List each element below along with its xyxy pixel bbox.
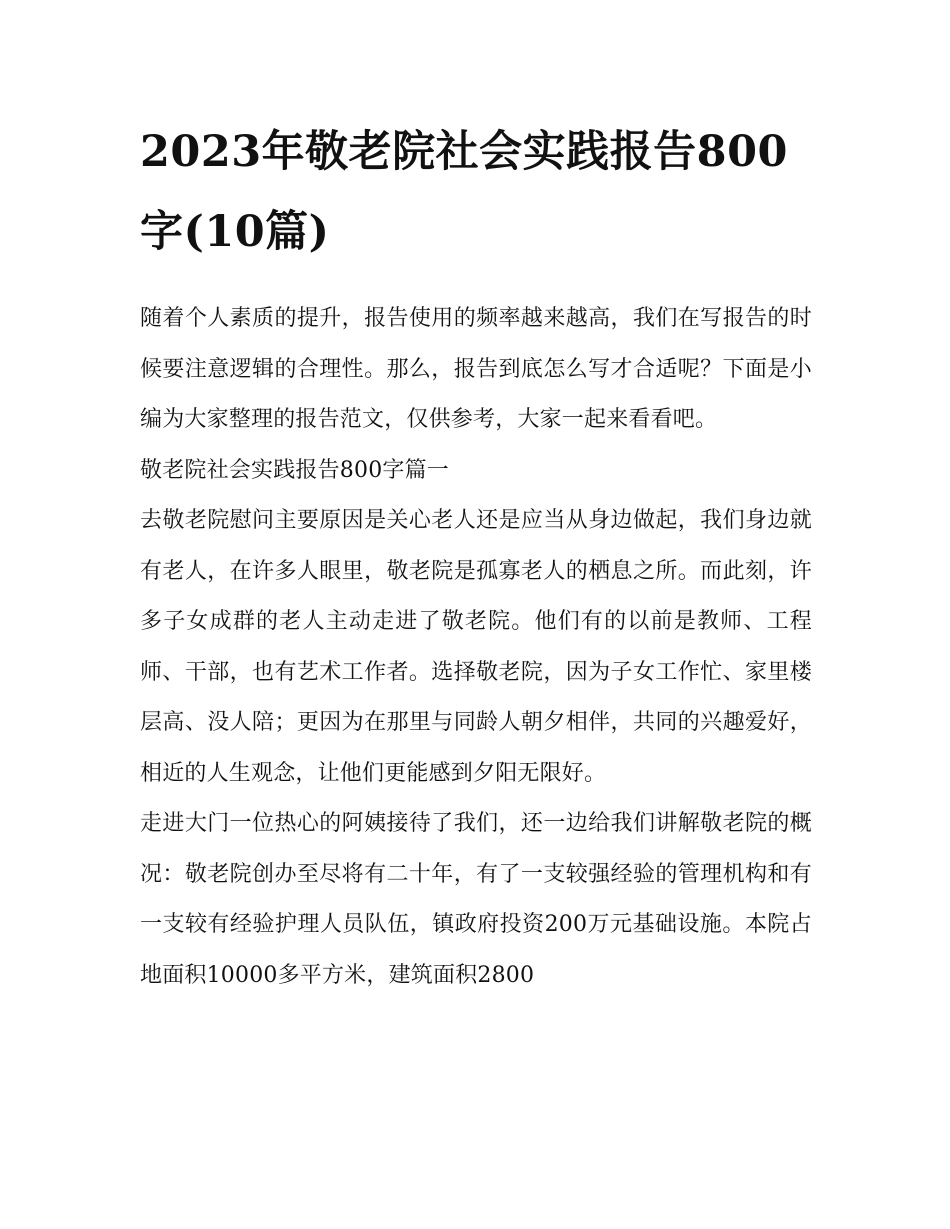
body-paragraph: 走进大门一位热心的阿姨接待了我们，还一边给我们讲解敬老院的概况：敬老院创办至尽将有二十年，有了一支较强经验的管理机构和有一支较有经验护理人员队伍，镇政府投资200万元基础设施。本院占地面积10000多平方米，建筑面积2800 [140, 811, 812, 988]
document-title: 2023年敬老院社会实践报告800字(10篇) [140, 127, 788, 257]
section-heading: 敬老院社会实践报告800字篇一 [140, 457, 449, 483]
document-page [140, 112, 812, 1001]
intro-paragraph: 随着个人素质的提升，报告使用的频率越来越高，我们在写报告的时候要注意逻辑的合理性。那么，报告到底怎么写才合适呢？下面是小编为大家整理的报告范文，仅供参考，大家一起来看看吧。 [140, 306, 812, 432]
body-paragraph: 去敬老院慰问主要原因是关心老人还是应当从身边做起，我们身边就有老人，在许多人眼里，敬老院是孤寡老人的栖息之所。而此刻，许多子女成群的老人主动走进了敬老院。他们有的以前是教师、工程师、干部，也有艺术工作者。选择敬老院，因为子女工作忙、家里楼层高、没人陪；更因为在那里与同龄人朝夕相伴，共同的兴趣爱好，相近的人生观念，让他们更能感到夕阳无限好。 [140, 508, 812, 786]
